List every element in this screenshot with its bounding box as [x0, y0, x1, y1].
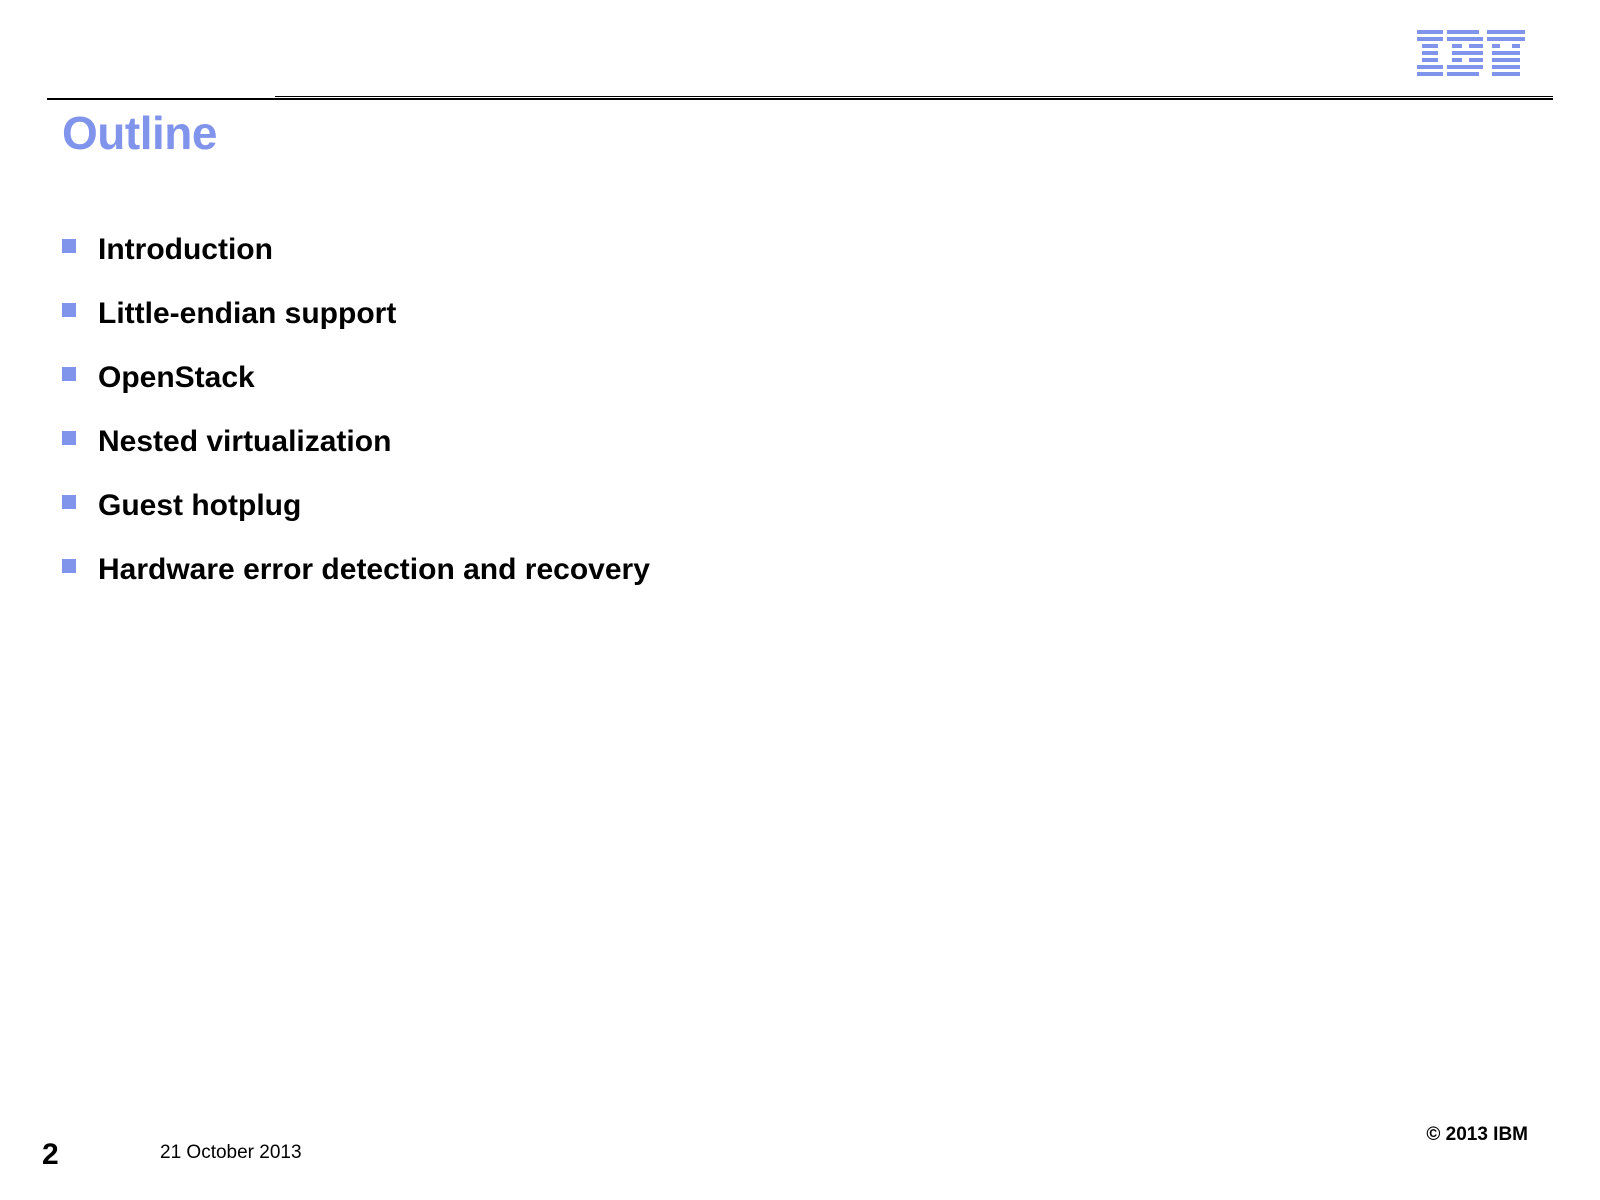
list-item: [62, 356, 1462, 400]
list-item-label: Introduction: [98, 233, 273, 266]
bullet-square-icon: [62, 239, 76, 253]
list-item: [62, 548, 1462, 592]
copyright-notice: © 2013 IBM: [1426, 1124, 1528, 1145]
list-item: [62, 228, 1462, 272]
footer-date: 21 October 2013: [160, 1142, 302, 1163]
list-item-label: Nested virtualization: [98, 425, 392, 458]
header-divider-thin: [275, 96, 1553, 97]
ibm-logo: [1417, 30, 1525, 76]
list-item-label: Little-endian support: [98, 297, 397, 330]
bullet-square-icon: [62, 431, 76, 445]
list-item: [62, 420, 1462, 464]
list-item: [62, 292, 1462, 336]
bullet-square-icon: [62, 303, 76, 317]
list-item: [62, 484, 1462, 528]
bullet-square-icon: [62, 559, 76, 573]
bullet-square-icon: [62, 367, 76, 381]
list-item-label: OpenStack: [98, 361, 255, 394]
page-title: Outline: [62, 107, 217, 159]
header-divider: [47, 98, 1553, 100]
list-item-label: Guest hotplug: [98, 489, 302, 522]
bullet-square-icon: [62, 495, 76, 509]
list-item-label: Hardware error detection and recovery: [98, 553, 650, 586]
outline-list: [62, 228, 1462, 612]
page-number: 2: [42, 1138, 59, 1171]
